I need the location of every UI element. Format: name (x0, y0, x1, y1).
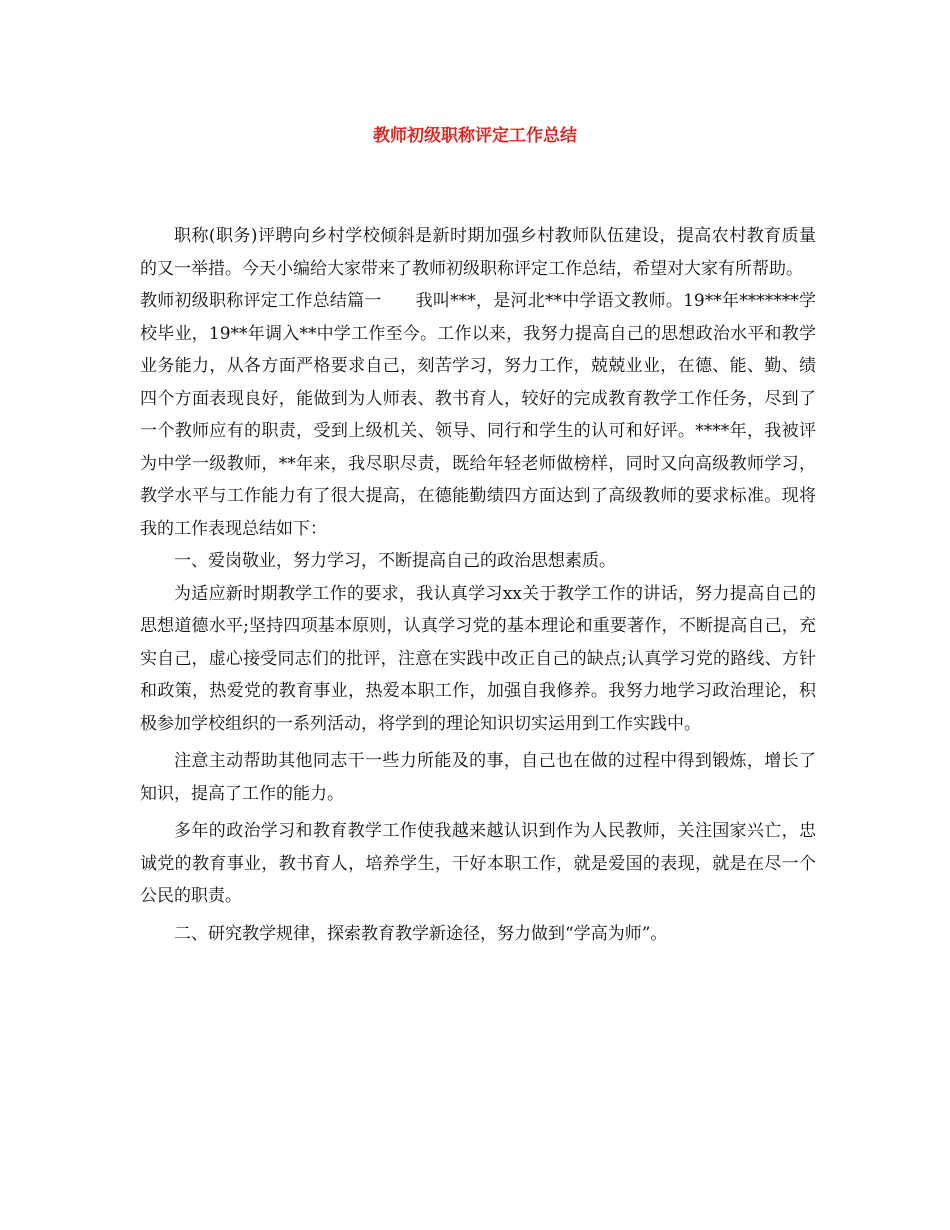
document-body (140, 220, 816, 950)
document-title: 教师初级职称评定工作总结 (373, 126, 577, 146)
section-heading-one: 一、爱岗敬业，努力学习，不断提高自己的政治思想素质。 (174, 551, 616, 571)
section-heading-two: 二、研究教学规律，探索教育教学新途径，努力做到“学高为师”。 (174, 923, 668, 944)
study-paragraph: 为适应新时期教学工作的要求，我认真学习xx关于教学工作的讲话，努力提高自己的思想道德水平;坚持四项基本原则，认真学习党的基本理论和重要著作，不断提高自己，充实自己，虚心接受同志们的批评，注意在实践中改正自己的缺点;认真学习党的路线、方针和政策，热爱党的教育事业，热爱本职工作，加强自我修养。我努力地学习政治理论，积极参加学校组织的一系列活动，将学到的理论知识切实运用到工作实践中。 (140, 583, 816, 734)
help-paragraph: 注意主动帮助其他同志干一些力所能及的事，自己也在做的过程中得到锻炼，增长了知识，提高了工作的能力。 (140, 751, 816, 804)
intro-paragraph: 职称(职务)评聘向乡村学校倾斜是新时期加强乡村教师队伍建设，提高农村教育质量的又一举措。今天小编给大家带来了教师初级职称评定工作总结，希望对大家有所帮助。 (140, 226, 816, 279)
section-one-paragraph: 教师初级职称评定工作总结篇一 我叫***，是河北**中学语文教师。19**年*******学校毕业，19**年调入**中学工作至今。工作以来，我努力提高自己的思想政治水平和教学业务能力，从各方面严格要求自己，刻苦学习，努力工作，兢兢业业，在德、能、勤、绩四个方面表现良好，能做到为人师表、教书育人，较好的完成教育教学工作任务，尽到了一个教师应有的职责，受到上级机关、领导、同行和学生的认可和好评。****年，我被评为中学一级教师，**年来，我尽职尽责，既给年轻老师做榜样，同时又向高级教师学习，教学水平与工作能力有了很大提高，在德能勤绩四方面达到了高级教师的要求标准。现将我的工作表现总结如下： (140, 291, 816, 539)
patriotism-paragraph: 多年的政治学习和教育教学工作使我越来越认识到作为人民教师，关注国家兴亡，忠诚党的教育事业，教书育人，培养学生，干好本职工作，就是爱国的表现，就是在尽一个公民的职责。 (140, 821, 816, 906)
